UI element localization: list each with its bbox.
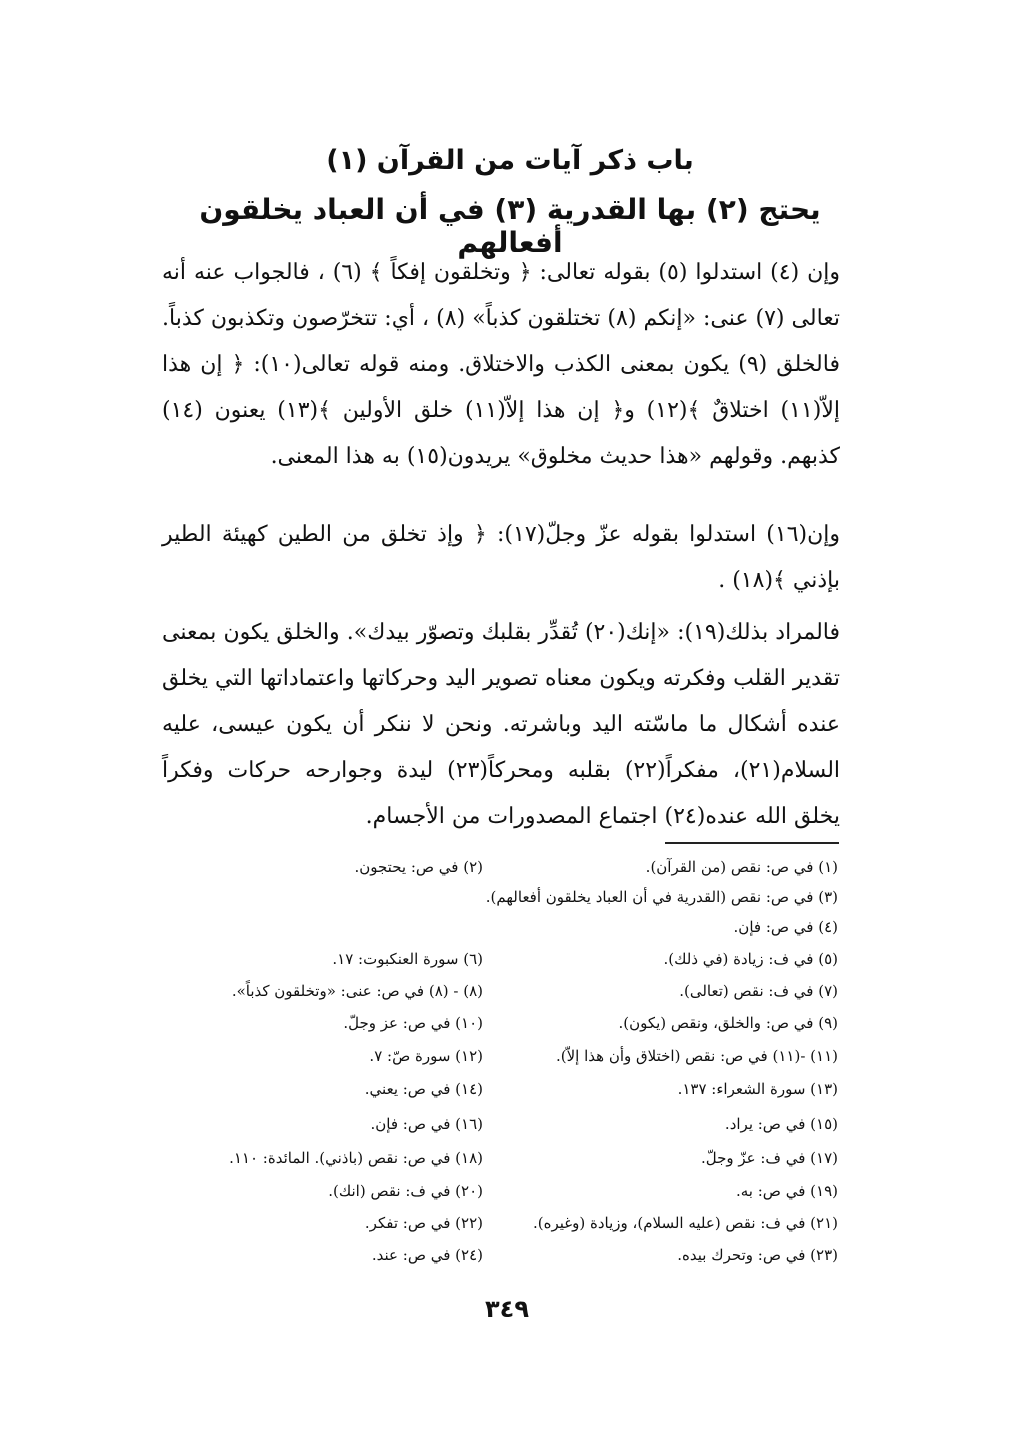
chapter-subtitle: يحتج (٢) بها القدرية (٣) في أن العباد يخلقون أفعالهم (199, 193, 821, 259)
footnote-6: (٦) سورة العنكبوت: ١٧. (332, 950, 483, 968)
paragraph-1: وإن (٤) استدلوا (٥) بقوله تعالى: ﴿ وتخلقون إفكاً ﴾ (٦) ، فالجواب عنه أنه تعالى (٧) عنى: «إنكم (٨) تختلقون كذباً» (٨) ، أي: تتخرّصون وتكذبون كذباً. فالخلق (٩) يكون بمعنى الكذب والاختلاق. ومنه قوله تعالى(١٠): ﴿ إن هذا إلاّ(١١) اختلاقٌ ﴾(١٢) و﴿ إن هذا إلاّ(١١) خلق الأولين ﴾(١٣) يعنون (١٤) كذبهم. وقولهم «هذا حديث مخلوق» يريدون(١٥) به هذا المعنى. (162, 260, 841, 469)
footnote-21: (٢١) في ف: نقص (عليه السلام)، وزيادة (وغيره). (532, 1214, 838, 1232)
footnote-15: (١٥) في ص: يراد. (724, 1115, 838, 1133)
footnote-9: (٩) في ص: والخلق، ونقص (يكون). (618, 1014, 838, 1032)
footnote-14: (١٤) في ص: يعني. (364, 1080, 483, 1098)
footnote-23: (٢٣) في ص: وتحرك بيده. (677, 1246, 838, 1264)
footnote-19: (١٩) في ص: به. (736, 1182, 838, 1200)
footnote-5: (٥) في ف: زيادة (في ذلك). (663, 950, 838, 968)
footnote-7: (٧) في ف: نقص (تعالى). (679, 982, 838, 1000)
paragraph-2: وإن(١٦) استدلوا بقوله عزّ وجلّ(١٧): ﴿ وإذ تخلق من الطين كهيئة الطير بإذني ﴾(١٨) . (162, 522, 840, 593)
footnote-18: (١٨) في ص: نقص (باذني). المائدة: ١١٠. (229, 1149, 483, 1167)
footnote-3: (٣) في ص: نقص (القدرية في أن العباد يخلقون أفعالهم). (485, 888, 838, 906)
footnote-4: (٤) في ص: فإن. (733, 918, 838, 936)
footnote-1: (١) في ص: نقص (من القرآن). (645, 858, 838, 876)
footnote-22: (٢٢) في ص: تفكر. (364, 1214, 483, 1232)
chapter-title: باب ذكر آيات من القرآن (١) (326, 145, 694, 176)
footnote-13: (١٣) سورة الشعراء: ١٣٧. (677, 1080, 838, 1098)
paragraph-3: فالمراد بذلك(١٩): «إنك(٢٠) تُقدِّر بقلبك وتصوّر بيدك». والخلق يكون بمعنى تقدير القلب وفكرته ويكون معناه تصوير اليد وحركاتها واعتماداتها التي يخلق عنده أشكال ما ماسّته اليد وباشرته. ونحن لا ننكر أن يكون عيسى، عليه السلام(٢١)، مفكراً(٢٢) بقلبه ومحركاً(٢٣) ليدة وجوارحه حركات وفكراً يخلق الله عنده(٢٤) اجتماع المصدورات من الأجسام. (162, 620, 841, 829)
footnote-24: (٢٤) في ص: عند. (371, 1246, 483, 1264)
footnote-16: (١٦) في ص: فإن. (370, 1115, 483, 1133)
footnote-8: (٨) - (٨) في ص: عنى: «وتخلقون كذباً». (231, 982, 483, 1000)
footnote-10: (١٠) في ص: عز وجلّ. (343, 1014, 483, 1032)
footnote-12: (١٢) سورة صّ: ٧. (369, 1047, 483, 1065)
footnote-2: (٢) في ص: يحتجون. (354, 858, 483, 876)
page-number: ٣٤٩ (485, 1295, 529, 1323)
footnote-separator (665, 842, 839, 844)
footnote-17: (١٧) في ف: عزّ وجلّ. (700, 1149, 838, 1167)
footnote-11: (١١) -(١١) في ص: نقص (اختلاق وأن هذا إلاّ). (555, 1047, 838, 1065)
footnote-20: (٢٠) في ف: نقص (انك). (328, 1182, 483, 1200)
